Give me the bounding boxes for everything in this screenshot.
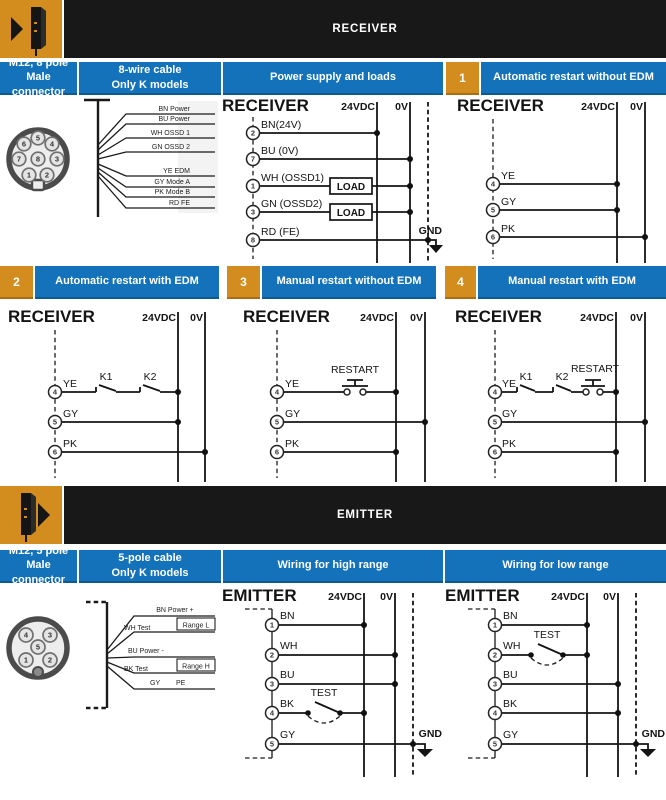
header-emitter-connector xyxy=(0,545,77,586)
wire-label: YE xyxy=(502,378,517,390)
wire-label: GY Mode A xyxy=(154,179,190,186)
connector-pin xyxy=(12,152,26,166)
connector-pin xyxy=(19,628,33,642)
svg-text:1: 1 xyxy=(23,655,29,665)
wire-label: PK xyxy=(63,438,78,450)
header-number-2: 2 xyxy=(0,266,33,299)
svg-text:4: 4 xyxy=(269,708,275,718)
svg-text:3: 3 xyxy=(269,679,275,689)
restart-button xyxy=(581,380,605,386)
pin-terminal xyxy=(271,416,284,429)
header-line: 8-wire cable xyxy=(118,64,182,77)
svg-text:5: 5 xyxy=(269,739,275,749)
wire-label: RD (FE) xyxy=(261,226,300,238)
connector-pin xyxy=(17,137,31,151)
header-emitter-cable xyxy=(79,550,221,583)
emitter-banner-bar xyxy=(64,486,666,544)
wire-label: BK Test xyxy=(124,666,148,673)
svg-text:1: 1 xyxy=(250,181,256,191)
svg-text:7: 7 xyxy=(16,154,22,164)
wire-label: GN OSSD 2 xyxy=(151,144,190,151)
header-line: Manual restart without EDM xyxy=(276,275,422,288)
wire-label: RD FE xyxy=(169,200,190,207)
connector-keyway-notch xyxy=(32,180,44,190)
header-line: Male connector xyxy=(11,559,66,586)
receiver-banner-bar xyxy=(64,0,666,58)
load-label: LOAD xyxy=(336,208,366,219)
svg-text:5: 5 xyxy=(490,205,496,215)
header-line: Manual restart with EDM xyxy=(508,275,636,288)
wire-label: YE EDM xyxy=(163,168,190,175)
svg-text:5: 5 xyxy=(492,417,498,427)
wire-label: WH Test xyxy=(124,625,151,632)
rail-label-0v: 0V xyxy=(395,101,408,113)
test-label: TEST xyxy=(533,629,561,641)
header-wiring-low-range xyxy=(445,550,666,583)
wire-label: PK xyxy=(502,438,517,450)
rail-label-0v: 0V xyxy=(410,312,423,324)
cable-sheath xyxy=(84,100,110,217)
emitter-device-icon xyxy=(0,486,62,544)
receiver-device-icon xyxy=(0,0,62,58)
svg-text:4: 4 xyxy=(492,387,498,397)
gnd-label: GND xyxy=(418,728,442,740)
connector-keyway-notch xyxy=(33,667,43,677)
wire-label: BU xyxy=(280,669,295,681)
pin-terminal xyxy=(247,206,260,219)
pin-terminal xyxy=(487,231,500,244)
svg-text:4: 4 xyxy=(23,630,29,640)
svg-text:3: 3 xyxy=(492,679,498,689)
wire-label: BN xyxy=(280,610,295,622)
restart-button xyxy=(342,380,368,386)
diagram-title: RECEIVER xyxy=(455,307,542,326)
emitter-low-range-diagram xyxy=(443,585,666,800)
diagram-title: EMITTER xyxy=(445,586,520,605)
header-manual-restart-no-edm xyxy=(262,266,436,299)
header-line: Only K models xyxy=(111,566,189,579)
connector-pin xyxy=(31,131,45,145)
pin-terminal xyxy=(489,386,502,399)
pin-terminal xyxy=(247,234,260,247)
pin-terminal xyxy=(266,619,279,632)
header-line: M12, 8 pole xyxy=(8,57,69,70)
wire-label: BU xyxy=(503,669,518,681)
header-receiver-cable xyxy=(79,62,221,95)
pin-terminal xyxy=(49,386,62,399)
rail-label-24vdc: 24VDC xyxy=(580,312,614,324)
gnd-symbol xyxy=(640,749,656,757)
pin-terminal xyxy=(247,180,260,193)
header-line: 5-pole cable xyxy=(118,552,182,565)
header-number-1: 1 xyxy=(446,62,479,95)
header-line: Power supply and loads xyxy=(270,71,396,84)
emitter-cable-diagram xyxy=(80,588,220,800)
pin-terminal xyxy=(266,707,279,720)
connector-pin xyxy=(19,653,33,667)
test-label: TEST xyxy=(310,687,338,699)
wire-label: GN (OSSD2) xyxy=(261,198,323,210)
svg-text:3: 3 xyxy=(54,154,60,164)
header-receiver-connector xyxy=(0,57,77,98)
svg-text:8: 8 xyxy=(250,235,256,245)
wire-label: GY xyxy=(63,408,79,420)
rail-label-0v: 0V xyxy=(190,312,203,324)
cable-dashed-stubs xyxy=(86,602,107,708)
connector-pin xyxy=(22,168,36,182)
rail-label-0v: 0V xyxy=(380,591,393,603)
pin-terminal xyxy=(271,386,284,399)
wire-label: WH xyxy=(503,640,521,652)
rail-label-24vdc: 24VDC xyxy=(551,591,585,603)
test-dashed-arc xyxy=(308,716,340,723)
load-label: LOAD xyxy=(336,182,366,193)
diagram-3-manual-no-edm xyxy=(225,302,446,482)
wire-label: BN xyxy=(503,610,518,622)
svg-text:3: 3 xyxy=(250,207,256,217)
pin-terminal xyxy=(487,178,500,191)
restart-label: RESTART xyxy=(570,363,620,375)
pin-terminal xyxy=(489,619,502,632)
svg-text:5: 5 xyxy=(52,417,58,427)
svg-text:6: 6 xyxy=(490,232,496,242)
wire-label: BN Power xyxy=(158,106,190,113)
header-wiring-high-range xyxy=(223,550,443,583)
pin-terminal xyxy=(247,153,260,166)
diagram-title: RECEIVER xyxy=(8,307,95,326)
svg-text:5: 5 xyxy=(274,417,280,427)
rail-label-24vdc: 24VDC xyxy=(142,312,176,324)
connector-pin xyxy=(31,640,45,654)
k1-label: K1 xyxy=(519,371,533,383)
svg-text:2: 2 xyxy=(492,650,498,660)
svg-text:3: 3 xyxy=(47,630,53,640)
rail-label-24vdc: 24VDC xyxy=(360,312,394,324)
wire xyxy=(107,616,215,650)
diagram-title: RECEIVER xyxy=(457,96,544,115)
wire-label: BU Power xyxy=(158,116,190,123)
wire xyxy=(107,657,215,658)
svg-text:5: 5 xyxy=(35,642,41,652)
svg-text:2: 2 xyxy=(47,655,53,665)
wire-gy-gnd xyxy=(502,744,649,749)
svg-text:4: 4 xyxy=(492,708,498,718)
pin-terminal xyxy=(489,446,502,459)
header-line: Male connector xyxy=(11,71,66,98)
connector-pin xyxy=(40,168,54,182)
k2-label: K2 xyxy=(143,371,157,383)
wire-label: GY xyxy=(501,196,517,208)
header-line: Automatic restart with EDM xyxy=(55,275,199,288)
wire-gy-gnd xyxy=(279,744,426,749)
pin-terminal xyxy=(489,416,502,429)
header-line: Wiring for low range xyxy=(502,559,609,572)
pin-terminal xyxy=(489,707,502,720)
pin-terminal xyxy=(489,738,502,751)
pin-terminal xyxy=(266,738,279,751)
wire-label: WH (OSSD1) xyxy=(261,172,324,184)
connector-pin xyxy=(50,152,64,166)
connector-pin xyxy=(31,152,45,166)
receiver-icon-glyph xyxy=(0,0,62,58)
wire-label: PK xyxy=(285,438,300,450)
connector-pin xyxy=(43,653,57,667)
wire-label: GY xyxy=(280,729,296,741)
header-auto-restart-edm xyxy=(35,266,219,299)
emitter-icon-glyph xyxy=(0,486,62,544)
wire-label: YE xyxy=(501,170,516,182)
emitter-connector-diagram xyxy=(0,588,80,738)
svg-text:4: 4 xyxy=(49,139,55,149)
header-number-3: 3 xyxy=(227,266,260,299)
svg-text:5: 5 xyxy=(492,739,498,749)
rail-label-0v: 0V xyxy=(603,591,616,603)
k1-label: K1 xyxy=(99,371,113,383)
header-number-4: 4 xyxy=(445,266,476,299)
pin-terminal xyxy=(247,127,260,140)
gnd-symbol xyxy=(417,749,433,757)
emitter-banner-title: EMITTER xyxy=(336,509,394,521)
pin-terminal xyxy=(49,416,62,429)
wire-label: BU (0V) xyxy=(261,145,299,157)
svg-text:6: 6 xyxy=(492,447,498,457)
diagram-title: RECEIVER xyxy=(243,307,330,326)
receiver-banner-title: RECEIVER xyxy=(332,23,398,35)
test-dashed-arc xyxy=(531,658,563,665)
header-line: Automatic restart without EDM xyxy=(493,71,654,84)
wire-label: BK xyxy=(503,698,518,710)
svg-text:6: 6 xyxy=(274,447,280,457)
wire-label: GY xyxy=(150,680,161,687)
pin-terminal xyxy=(266,649,279,662)
diagram-title: RECEIVER xyxy=(222,96,309,115)
gnd-label: GND xyxy=(418,225,442,237)
wire-label: PE xyxy=(176,680,186,687)
rail-label-0v: 0V xyxy=(630,312,643,324)
svg-text:1: 1 xyxy=(26,170,32,180)
svg-text:4: 4 xyxy=(52,387,58,397)
svg-text:1: 1 xyxy=(269,620,275,630)
header-power-supply xyxy=(223,62,443,95)
svg-text:8: 8 xyxy=(35,154,41,164)
gnd-symbol xyxy=(429,245,443,253)
diagram-4-manual-edm xyxy=(443,302,666,482)
pin-terminal xyxy=(49,446,62,459)
svg-text:2: 2 xyxy=(44,170,50,180)
header-line: Wiring for high range xyxy=(277,559,389,572)
k2-label: K2 xyxy=(555,371,569,383)
wire-label: WH xyxy=(280,640,298,652)
receiver-cable-diagram xyxy=(80,95,220,263)
svg-text:4: 4 xyxy=(274,387,280,397)
diagram-2-auto-edm xyxy=(0,302,222,482)
rail-label-24vdc: 24VDC xyxy=(328,591,362,603)
wire-label: YE xyxy=(285,378,300,390)
pin-terminal xyxy=(487,204,500,217)
emitter-high-range-diagram xyxy=(220,585,443,800)
pin-terminal xyxy=(266,678,279,691)
wire-label: GY xyxy=(285,408,301,420)
connector-pin xyxy=(45,137,59,151)
receiver-connector-diagram xyxy=(0,95,80,263)
wire-label: PK Mode B xyxy=(154,189,190,196)
range-l-label: Range L xyxy=(182,622,210,630)
restart-label: RESTART xyxy=(330,364,380,376)
connector-pin xyxy=(43,628,57,642)
header-manual-restart-edm xyxy=(478,266,666,299)
header-line: Only K models xyxy=(111,78,189,91)
svg-text:4: 4 xyxy=(490,179,496,189)
svg-text:6: 6 xyxy=(52,447,58,457)
diagram-1-auto-no-edm xyxy=(443,95,666,263)
wire-label: YE xyxy=(63,378,78,390)
svg-text:2: 2 xyxy=(250,128,256,138)
rail-label-24vdc: 24VDC xyxy=(341,101,375,113)
pin-terminal xyxy=(271,446,284,459)
rail-label-24vdc: 24VDC xyxy=(581,101,615,113)
svg-text:7: 7 xyxy=(250,154,256,164)
wire-ye-k1-k2 xyxy=(62,385,179,392)
header-auto-restart-no-edm xyxy=(481,62,666,95)
wire-label: BK xyxy=(280,698,295,710)
wire-label: BN(24V) xyxy=(261,119,302,131)
wire-label: PK xyxy=(501,223,516,235)
svg-text:6: 6 xyxy=(21,139,27,149)
wire-label: GY xyxy=(503,729,519,741)
pin-terminal xyxy=(489,678,502,691)
svg-text:5: 5 xyxy=(35,133,41,143)
wire-label: GY xyxy=(502,408,518,420)
power-supply-diagram xyxy=(220,95,443,263)
svg-text:1: 1 xyxy=(492,620,498,630)
svg-text:2: 2 xyxy=(269,650,275,660)
wire-label: WH OSSD 1 xyxy=(150,130,190,137)
wire-label: BU Power - xyxy=(128,648,164,655)
range-h-label: Range H xyxy=(182,663,210,671)
diagram-title: EMITTER xyxy=(222,586,297,605)
pin-terminal xyxy=(489,649,502,662)
wire-label: BN Power + xyxy=(156,607,194,614)
rail-label-0v: 0V xyxy=(630,101,643,113)
header-line: M12, 5 pole xyxy=(8,545,69,558)
gnd-label: GND xyxy=(641,728,665,740)
